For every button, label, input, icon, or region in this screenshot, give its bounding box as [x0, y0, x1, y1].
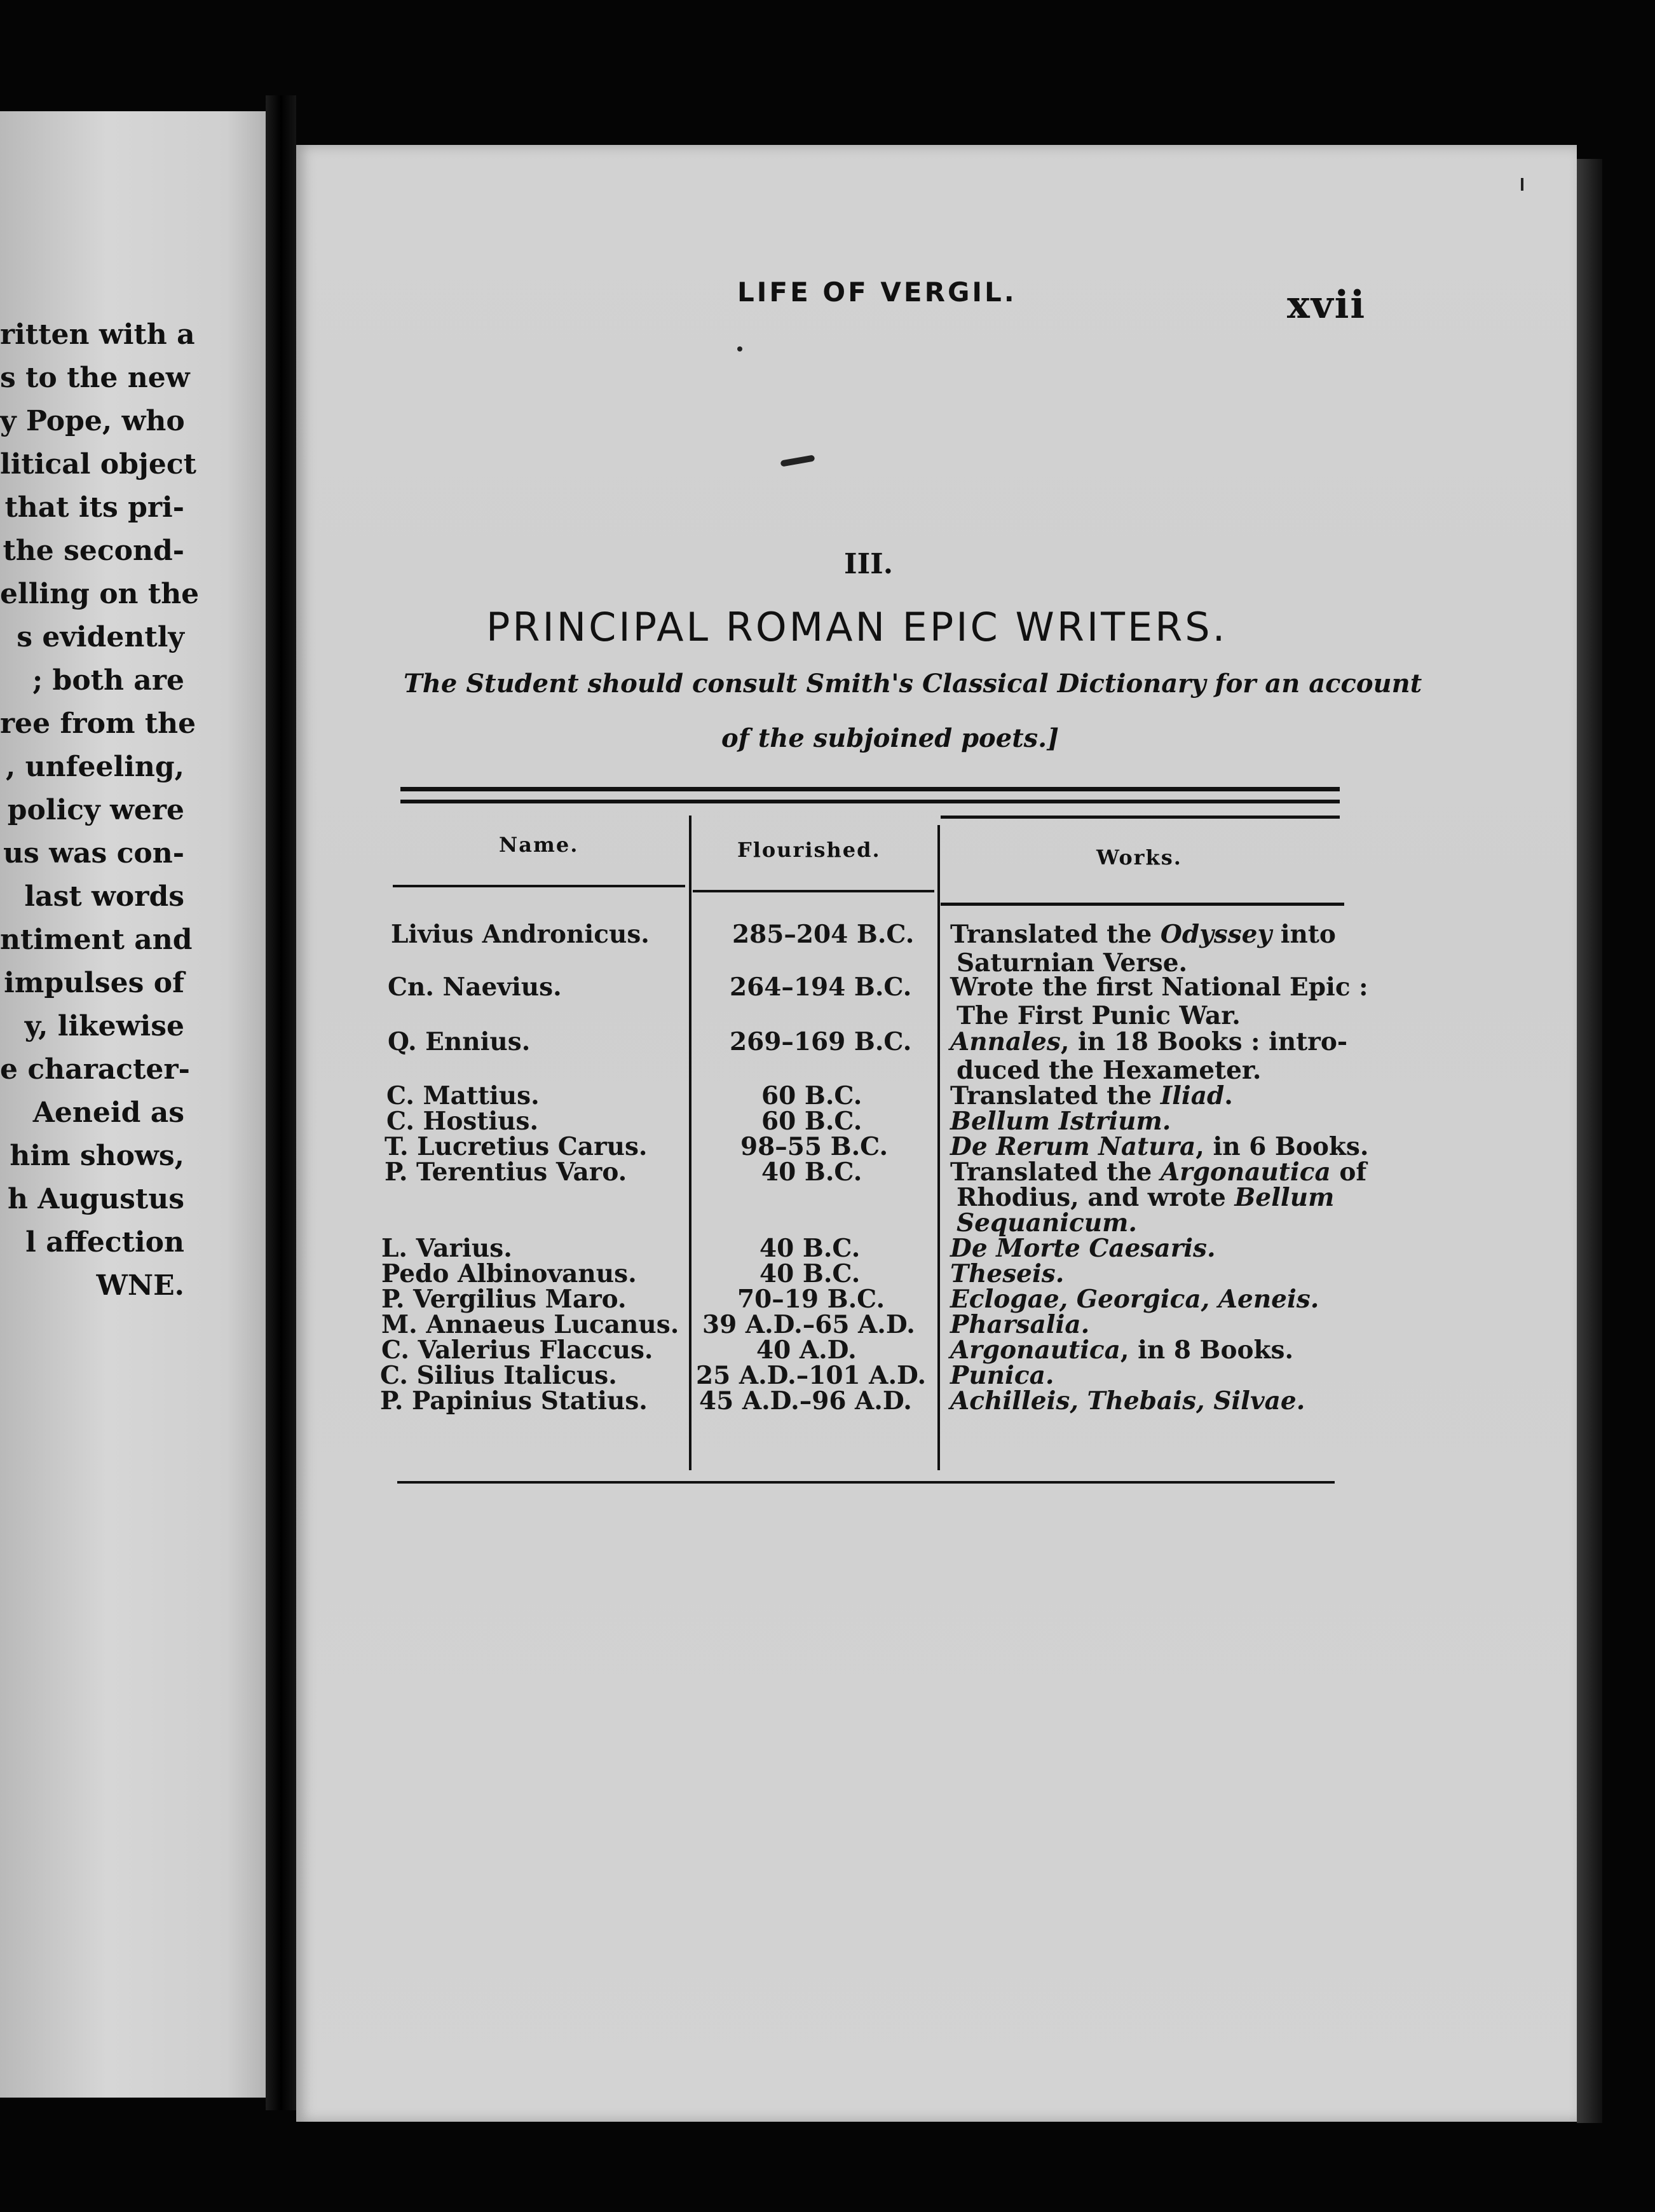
flourished-date: 40 B.C. [759, 1234, 861, 1263]
works-text: Translated the [950, 1081, 1161, 1110]
left-page-line: s evidently [17, 621, 184, 653]
writer-name: Livius Andronicus. [391, 920, 650, 949]
left-page-line: that its pri- [4, 491, 184, 524]
table-bottom-rule [397, 1481, 1335, 1484]
works-text: Punica. [950, 1361, 1054, 1390]
flourished-date: 39 A.D.–65 A.D. [702, 1310, 915, 1339]
works-cell [950, 1082, 1233, 1110]
flourished-date: 264–194 B.C. [730, 973, 912, 1002]
header-underline-flourished [693, 890, 934, 892]
table-top-rule-2 [400, 800, 1340, 803]
left-page-line: , unfeeling, [5, 751, 184, 783]
works-text: Argonautica [950, 1335, 1120, 1365]
flourished-date: 285–204 B.C. [732, 920, 915, 949]
writer-name: C. Silius Italicus. [380, 1361, 617, 1390]
left-page-line: y Pope, who [0, 405, 185, 437]
table-top-rule-3 [941, 816, 1340, 819]
section-number: III. [844, 548, 894, 580]
column-divider-2 [937, 825, 940, 1470]
column-divider-1 [689, 816, 691, 1470]
writer-name: C. Mattius. [386, 1081, 540, 1110]
intro-line-1: The Student should consult Smith's Classical Dictionary for an account [404, 669, 1422, 699]
works-text: into [1272, 920, 1336, 949]
writer-name: L. Varius. [381, 1234, 512, 1263]
works-text: De Morte Caesaris. [950, 1234, 1216, 1263]
works-text: Eclogae, Georgica, Aeneis. [950, 1285, 1319, 1314]
works-text: Achilleis, Thebais, Silvae. [950, 1386, 1305, 1416]
works-text: The First Punic War. [957, 1001, 1241, 1030]
works-text: Sequanicum. [957, 1208, 1137, 1238]
writer-name: P. Vergilius Maro. [381, 1285, 627, 1314]
header-underline-works [941, 903, 1344, 906]
writer-name: P. Papinius Statius. [380, 1386, 648, 1416]
left-page [0, 111, 267, 2098]
left-page-line: h Augustus [7, 1183, 184, 1215]
left-page-line: him shows, [10, 1140, 184, 1172]
page-number: xvii [1287, 283, 1366, 327]
left-page-line: Aeneid as [32, 1096, 184, 1129]
intro-line-2: of the subjoined poets.] [721, 723, 1059, 753]
works-cell [950, 973, 1368, 1001]
left-page-line: impulses of [4, 967, 184, 999]
left-page-line: ; both are [32, 664, 184, 697]
works-cell [957, 1209, 1137, 1237]
works-cell [950, 920, 1336, 948]
works-text: Translated the [950, 920, 1161, 949]
flourished-date: 45 A.D.–96 A.D. [699, 1386, 912, 1416]
works-cell [950, 1133, 1368, 1161]
left-page-line: l affection [25, 1226, 184, 1259]
column-header-flourished: Flourished. [737, 838, 881, 862]
left-page-line: s to the new [0, 362, 190, 394]
writer-name: C. Valerius Flaccus. [381, 1335, 653, 1365]
works-text: Rhodius, and wrote [957, 1183, 1235, 1212]
works-cell [950, 1311, 1089, 1339]
works-text: Bellum Istrium. [950, 1107, 1171, 1136]
works-text: Theseis. [950, 1259, 1065, 1288]
table-top-double-rule [400, 787, 1340, 791]
flourished-date: 40 B.C. [761, 1157, 862, 1187]
flourished-date: 40 A.D. [756, 1335, 857, 1365]
works-cell [950, 1260, 1064, 1288]
works-cell [950, 1028, 1347, 1056]
works-cell [950, 1285, 1319, 1313]
writer-name: T. Lucretius Carus. [385, 1132, 648, 1161]
writer-name: Cn. Naevius. [388, 973, 562, 1002]
works-text: of [1330, 1157, 1367, 1187]
left-page-line: last words [24, 880, 184, 913]
works-text: . [1224, 1081, 1233, 1110]
works-cell [950, 1158, 1366, 1186]
works-cell [950, 1336, 1293, 1364]
book-gutter [266, 95, 296, 2110]
works-cell [957, 1184, 1334, 1212]
flourished-date: 60 B.C. [761, 1107, 862, 1136]
scan-speck [737, 346, 742, 352]
writer-name: Q. Ennius. [388, 1027, 531, 1056]
left-page-line: ritten with a [0, 318, 195, 351]
works-text: Translated the [950, 1157, 1161, 1187]
writer-name: C. Hostius. [386, 1107, 539, 1136]
flourished-date: 60 B.C. [761, 1081, 862, 1110]
works-text: De Rerum Natura [950, 1132, 1196, 1161]
left-page-line: the second- [3, 535, 184, 567]
works-cell [950, 1234, 1216, 1262]
flourished-date: 98–55 B.C. [740, 1132, 889, 1161]
flourished-date: 25 A.D.–101 A.D. [696, 1361, 927, 1390]
left-page-line: ntiment and [0, 924, 193, 956]
left-page-line: e character- [0, 1053, 190, 1086]
works-text: , in 18 Books : intro- [1060, 1027, 1348, 1056]
works-text: Wrote the first National Epic : [950, 973, 1368, 1002]
writer-name: M. Annaeus Lucanus. [381, 1310, 679, 1339]
works-text: Saturnian Verse. [957, 948, 1188, 978]
works-text: , in 6 Books. [1195, 1132, 1369, 1161]
left-page-line: litical object [0, 448, 196, 481]
column-header-works: Works. [1096, 845, 1182, 870]
section-title: PRINCIPAL ROMAN EPIC WRITERS. [486, 604, 1228, 650]
flourished-date: 269–169 B.C. [730, 1027, 912, 1056]
left-page-text [0, 313, 200, 1307]
works-cell [950, 1362, 1054, 1389]
works-text: Argonautica [1160, 1157, 1331, 1187]
column-header-name: Name. [499, 833, 579, 857]
scan-speck [1521, 178, 1523, 191]
works-text: duced the Hexameter. [957, 1056, 1262, 1085]
page-edge [1577, 159, 1602, 2123]
works-text: Annales [950, 1027, 1061, 1056]
left-page-line: WNE. [96, 1269, 184, 1302]
left-page-line: us was con- [3, 837, 184, 870]
works-cell [950, 1107, 1171, 1135]
flourished-date: 40 B.C. [759, 1259, 861, 1288]
works-cell [950, 1387, 1305, 1415]
works-text: Odyssey [1160, 920, 1272, 949]
writer-name: P. Terentius Varo. [385, 1157, 627, 1187]
works-text: , in 8 Books. [1120, 1335, 1294, 1365]
left-page-line: y, likewise [24, 1010, 184, 1042]
works-text: Pharsalia. [950, 1310, 1090, 1339]
writer-name: Pedo Albinovanus. [381, 1259, 637, 1288]
works-text: Bellum [1234, 1183, 1335, 1212]
left-page-line: policy were [7, 794, 184, 826]
running-head: LIFE OF VERGIL. [737, 276, 1017, 308]
works-cell [957, 1002, 1241, 1030]
flourished-date: 70–19 B.C. [737, 1285, 885, 1314]
works-cell [957, 1056, 1261, 1084]
left-page-line: elling on the [0, 578, 200, 610]
works-text: Iliad [1160, 1081, 1225, 1110]
header-underline-name [393, 885, 685, 887]
left-page-line: ree from the [0, 707, 196, 740]
